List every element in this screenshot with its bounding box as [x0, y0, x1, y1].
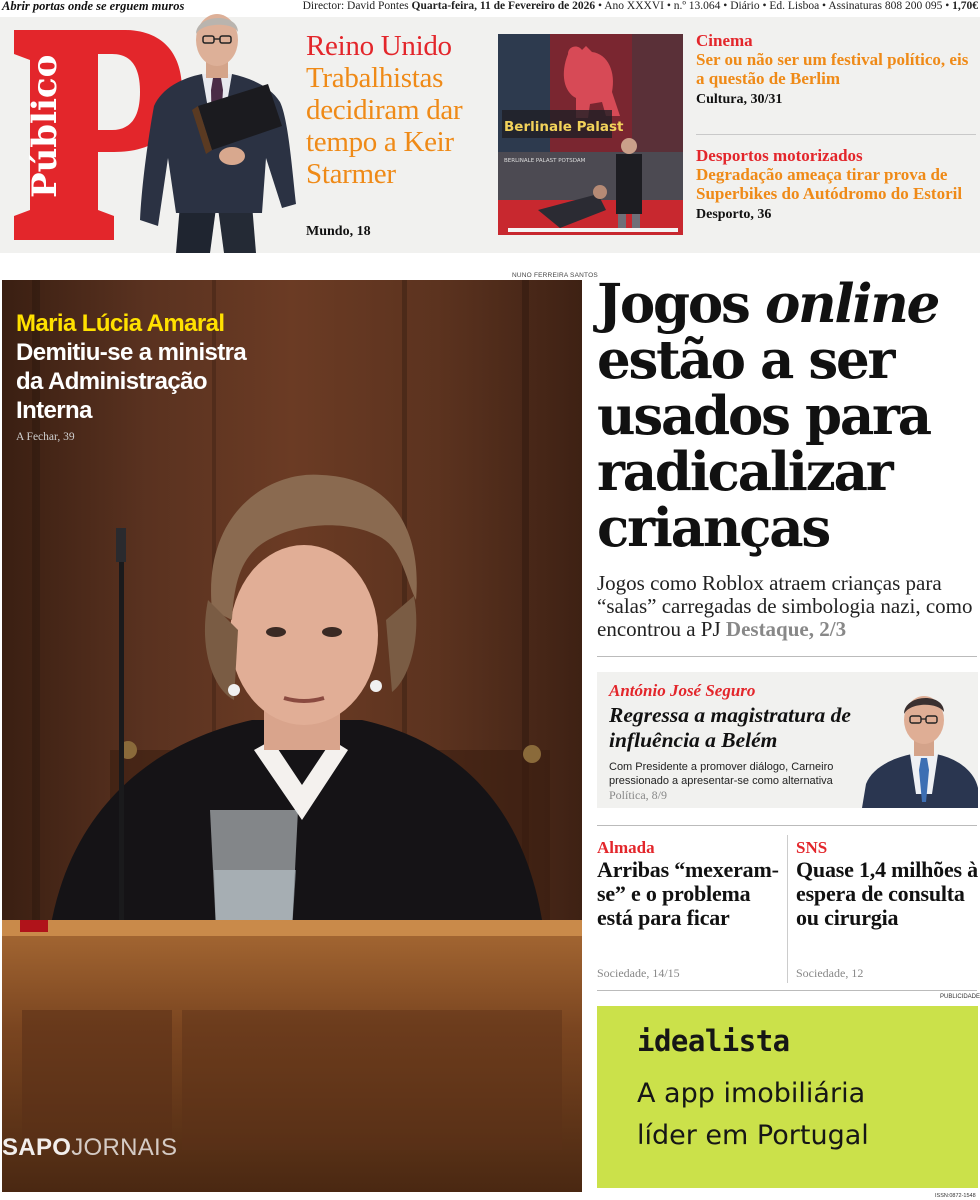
main-page-ref: Destaque, 2/3: [725, 617, 847, 641]
lead-teaser-headline: Trabalhistas decidiram dar tempo a Keir Starmer: [306, 62, 463, 190]
teaser-motorsport-kicker: Desportos motorizados: [696, 146, 863, 165]
advertising-label: PUBLICIDADE: [940, 994, 980, 1000]
photo-story-headline: Demitiu-se a ministra da Administração Interna: [16, 339, 247, 424]
masthead-info: [303, 0, 978, 13]
rule-divider: [597, 656, 977, 657]
main-deck-text: Jogos como Roblox atraem crianças para “salas” carregadas de simbologia nazi, como encontrou a PJ: [597, 571, 973, 641]
main-headline-part2: estão a ser usados para radicalizar crianças: [597, 329, 930, 559]
main-headline[interactable]: [597, 273, 977, 559]
photo-caption-story[interactable]: [16, 310, 276, 445]
column-divider: [787, 835, 788, 983]
sns-headline: Quase 1,4 milhões à espera de consulta ou cirurgia: [796, 857, 978, 930]
berlinale-signage-small: BERLINALE PALAST POTSDAM: [504, 158, 586, 164]
main-headline-part1: Jogos: [597, 273, 765, 335]
lead-teaser[interactable]: [306, 30, 496, 190]
issn-code: ISSN:0872-1548: [935, 1193, 976, 1199]
brand-wordmark-text: Público: [25, 54, 65, 198]
sapo-jornais-watermark: [2, 1134, 177, 1162]
photo-story-kicker: Maria Lúcia Amaral: [16, 310, 225, 337]
photo-credit: NUNO FERREIRA SANTOS: [512, 272, 598, 279]
seguro-headline: Regressa a magistratura de influência a Belém: [609, 703, 851, 752]
starmer-photo: [132, 8, 300, 253]
teaser-cinema-kicker: Cinema: [696, 31, 753, 50]
teaser-cinema-headline: Ser ou não ser um festival político, eis a questão de Berlim: [696, 50, 969, 88]
ad-line-2: líder em Portugal: [637, 1120, 869, 1151]
rule-divider: [597, 825, 977, 826]
brand-wordmark: [12, 40, 72, 230]
teaser-motorsport[interactable]: [696, 146, 976, 225]
cover-price: 1,70€: [952, 0, 978, 12]
almada-page-ref: Sociedade, 14/15: [597, 966, 680, 980]
seguro-deck: Com Presidente a promover diálogo, Carneiro pressionado a apresentar-se como alternativa: [609, 761, 834, 787]
almada-kicker: Almada: [597, 838, 655, 857]
sns-page-ref: Sociedade, 12: [796, 966, 864, 980]
teaser-cinema-page-ref: Cultura, 30/31: [696, 92, 783, 107]
watermark-bold: SAPO: [2, 1134, 72, 1161]
ad-brand: idealista: [637, 1024, 790, 1058]
ad-line-1: A app imobiliária: [637, 1078, 866, 1109]
photo-story-page-ref: A Fechar, 39: [16, 431, 75, 443]
teaser-motorsport-headline: Degradação ameaça tirar prova de Superbikes do Autódromo do Estoril: [696, 165, 963, 203]
teaser-cinema[interactable]: [696, 31, 976, 110]
edition-details: • Ano XXXVI • n.º 13.064 • Diário • Ed. Lisboa • Assinaturas 808 200 095 •: [595, 0, 953, 12]
rule-divider: [597, 990, 977, 991]
teaser-divider: [696, 134, 976, 135]
almada-headline: Arribas “mexeram-se” e o problema está para ficar: [597, 857, 779, 930]
main-headline-italic: online: [764, 273, 939, 335]
lead-teaser-page-ref: Mundo, 18: [306, 224, 371, 239]
sns-story[interactable]: [796, 838, 978, 930]
director-credit: Director: David Pontes: [302, 0, 412, 12]
edition-date: Quarta-feira, 11 de Fevereiro de 2026: [411, 0, 596, 12]
seguro-portrait: [862, 684, 978, 808]
almada-story[interactable]: [597, 838, 782, 930]
lead-teaser-kicker: Reino Unido: [306, 30, 452, 62]
sns-kicker: SNS: [796, 838, 828, 857]
seguro-page-ref: Política, 8/9: [609, 788, 667, 802]
berlinale-photo: [498, 34, 683, 235]
teaser-motorsport-page-ref: Desporto, 36: [696, 207, 772, 222]
main-deck: [597, 572, 977, 641]
watermark-light: JORNAIS: [71, 1134, 178, 1161]
slogan: Abrir portas onde se erguem muros: [2, 0, 185, 13]
seguro-kicker: António José Seguro: [609, 681, 756, 700]
berlinale-sign-text: Berlinale Palast: [504, 119, 624, 135]
